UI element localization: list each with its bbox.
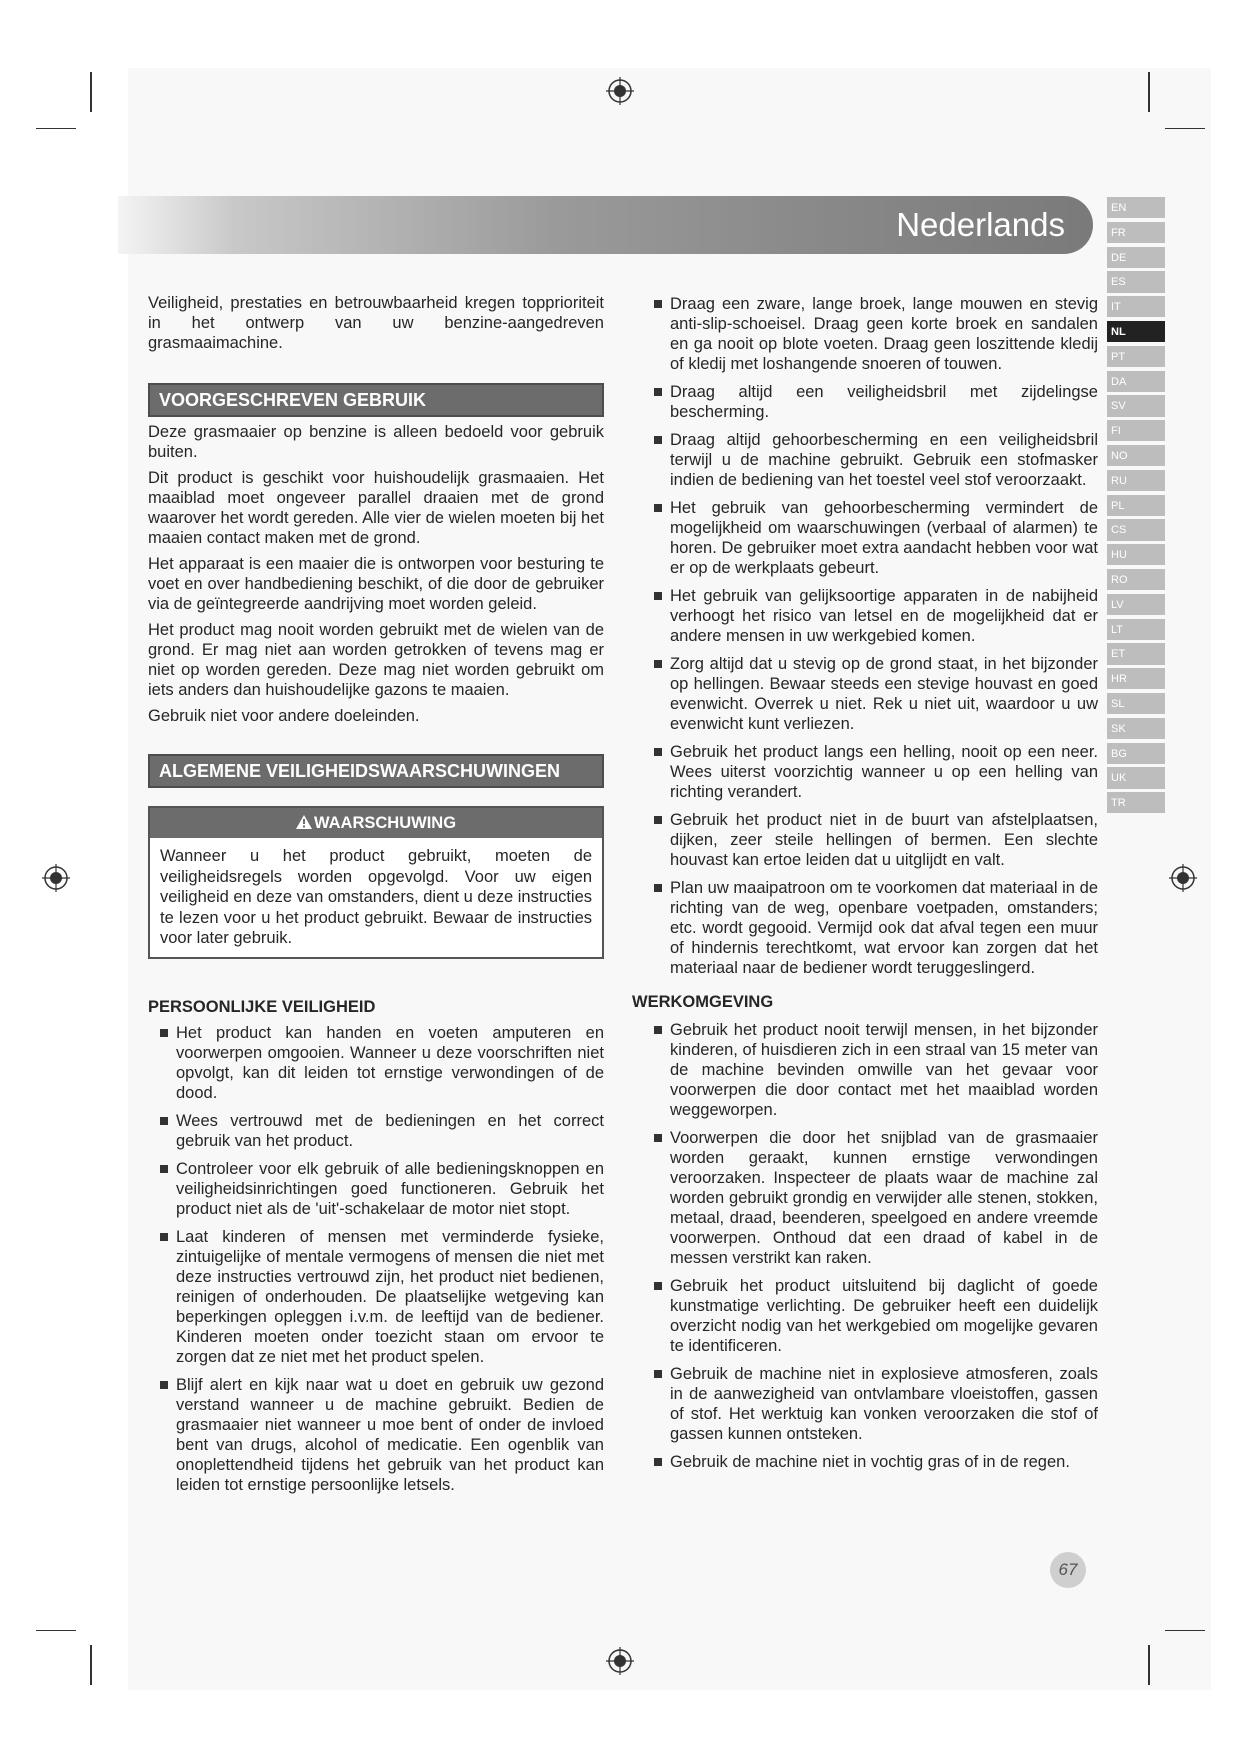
list-item: Het gebruik van gelijksoortige apparaten in de nabijheid verhoogt het risico van letsel en de mogelijkheid dat er andere mensen in uw werkgebied komen. xyxy=(642,586,1098,646)
language-tab-pl[interactable]: PL xyxy=(1107,495,1165,516)
crop-mark xyxy=(90,72,92,112)
list-item: Gebruik de machine niet in explosieve atmosferen, zoals in de aanwezigheid van ontvlambare vloeistoffen, gassen of stof. Het werktuig kan vonken veroorzaken die stof of gassen kunnen ontsteken. xyxy=(642,1364,1098,1444)
list-item: Draag altijd gehoorbescherming en een veiligheidsbril terwijl u de machine gebruikt. Gebruik een stofmasker indien de bediening van het toestel veel stof veroorzaakt. xyxy=(642,430,1098,490)
list-item: Voorwerpen die door het snijblad van de grasmaaier worden geraakt, kunnen ernstige verwondingen veroorzaken. Inspecteer de plaats waar de machine zal worden gebruikt grondig en verwijder alle stenen, stokken, metaal, draad, beenderen, speelgoed en andere vreemde voorwerpen. Onthoud dat een draad of kabel in de messen verstrikt kan raken. xyxy=(642,1128,1098,1268)
language-tab-no[interactable]: NO xyxy=(1107,445,1165,466)
language-tab-es[interactable]: ES xyxy=(1107,271,1165,292)
work-environment-list xyxy=(642,1020,1098,1472)
heading-work-environment: WERKOMGEVING xyxy=(632,993,774,1011)
language-tab-pt[interactable]: PT xyxy=(1107,346,1165,367)
language-tab-en[interactable]: EN xyxy=(1107,197,1165,218)
right-column xyxy=(632,294,1098,1480)
paragraph: Dit product is geschikt voor huishoudelijk grasmaaien. Het maaiblad moet ongeveer parallel draaien met de grond waarover het wordt gereden. Alle vier de wielen moeten bij het maaien contact maken met de grond. xyxy=(148,469,604,547)
language-tab-ro[interactable]: RO xyxy=(1107,569,1165,590)
language-tab-hu[interactable]: HU xyxy=(1107,544,1165,565)
language-tab-fi[interactable]: FI xyxy=(1107,420,1165,441)
crop-mark xyxy=(1148,1645,1150,1685)
language-tab-lv[interactable]: LV xyxy=(1107,594,1165,615)
heading-personal-safety: PERSOONLIJKE VEILIGHEID xyxy=(148,997,376,1016)
warning-triangle-icon xyxy=(296,815,312,829)
section-heading-intended-use: VOORGESCHREVEN GEBRUIK xyxy=(148,383,604,417)
warning-box xyxy=(148,806,604,959)
intro-text: Veiligheid, prestaties en betrouwbaarheid kregen topprioriteit in het ontwerp van uw benzine-aangedreven grasmaaimachine. xyxy=(148,294,604,352)
crop-mark xyxy=(1165,128,1205,129)
language-tab-cs[interactable]: CS xyxy=(1107,519,1165,540)
list-item: Draag een zware, lange broek, lange mouwen en stevig anti-slip-schoeisel. Draag geen korte broek en sandalen en ga nooit op blote voeten. Draag geen loszittende kledij of kledij met loshangende snoeren of touwen. xyxy=(642,294,1098,374)
clothing-safety-list xyxy=(642,294,1098,978)
list-item: Het product kan handen en voeten amputeren en voorwerpen omgooien. Wanneer u deze voorschriften niet opvolgt, kan dit leiden tot ernstige verwondingen of de dood. xyxy=(148,1023,604,1103)
language-tabs xyxy=(1107,197,1165,817)
list-item: Zorg altijd dat u stevig op de grond staat, in het bijzonder op hellingen. Bewaar steeds een stevige houvast en goed evenwicht. Overrek u niet. Rek u niet uit, waardoor u uw evenwicht kunt verliezen. xyxy=(642,654,1098,734)
paragraph: Het product mag nooit worden gebruikt met de wielen van de grond. Er mag niet aan worden getrokken of tevens mag er niet op worden gereden. Deze mag niet worden gebruikt om iets anders dan huishoudelijke gazons te maaien. xyxy=(148,621,604,699)
language-tab-bg[interactable]: BG xyxy=(1107,743,1165,764)
registration-mark-icon xyxy=(42,864,70,892)
language-tab-ru[interactable]: RU xyxy=(1107,470,1165,491)
list-item: Draag altijd een veiligheidsbril met zijdelingse bescherming. xyxy=(642,382,1098,422)
list-item: Wees vertrouwd met de bedieningen en het correct gebruik van het product. xyxy=(148,1111,604,1151)
language-tab-nl[interactable]: NL xyxy=(1107,321,1165,342)
warning-text: Wanneer u het product gebruikt, moeten de veiligheidsregels worden opgevolgd. Voor uw eigen veiligheid en deze van omstanders, dient u deze instructies te lezen voor u het product gebruikt. Bewaar de instructies voor later gebruik. xyxy=(160,847,593,947)
language-tab-de[interactable]: DE xyxy=(1107,247,1165,268)
registration-mark-icon xyxy=(606,77,634,105)
language-header xyxy=(118,196,1093,254)
list-item: Gebruik het product nooit terwijl mensen, in het bijzonder kinderen, of huisdieren zich in een straal van 15 meter van de machine bevinden omwille van het gevaar voor voorwerpen die door contact met het maaiblad worden weggeworpen. xyxy=(642,1020,1098,1120)
list-item: Plan uw maaipatroon om te voorkomen dat materiaal in de richting van de weg, openbare voetpaden, omstanders; etc. wordt gegooid. Vermijd ook dat afval tegen een muur of hindernis terechtkomt, wat ervoor kan zorgen dat het materiaal naar de bediener wordt teruggeslingerd. xyxy=(642,878,1098,978)
language-tab-sk[interactable]: SK xyxy=(1107,718,1165,739)
language-tab-et[interactable]: ET xyxy=(1107,643,1165,664)
crop-mark xyxy=(36,128,76,129)
list-item: Gebruik het product uitsluitend bij daglicht of goede kunstmatige verlichting. De gebruiker heeft een duidelijk overzicht nodig van het werkgebied om mogelijke gevaren te identificeren. xyxy=(642,1276,1098,1356)
list-item: Controleer voor elk gebruik of alle bedieningsknoppen en veiligheidsinrichtingen goed functioneren. Gebruik het product niet als de 'uit'-schakelaar de motor niet stopt. xyxy=(148,1159,604,1219)
crop-mark xyxy=(1148,72,1150,112)
section-heading-safety-warnings: ALGEMENE VEILIGHEIDSWAARSCHUWINGEN xyxy=(148,754,604,788)
language-tab-tr[interactable]: TR xyxy=(1107,792,1165,813)
registration-mark-icon xyxy=(606,1647,634,1675)
language-tab-lt[interactable]: LT xyxy=(1107,619,1165,640)
paragraph: Deze grasmaaier op benzine is alleen bedoeld voor gebruik buiten. xyxy=(148,423,604,461)
left-column xyxy=(148,293,604,1503)
list-item: Blijf alert en kijk naar wat u doet en gebruik uw gezond verstand wanneer u de machine gebruikt. Bedien de grasmaaier niet wanneer u moe bent of onder de invloed bent van drugs, alcohol of medicatie. Een ogenblik van onoplettendheid tijdens het gebruik van het product kan leiden tot ernstige persoonlijke letsels. xyxy=(148,1375,604,1495)
page-number: 67 xyxy=(1050,1552,1086,1588)
language-tab-uk[interactable]: UK xyxy=(1107,767,1165,788)
warning-title: WAARSCHUWING xyxy=(313,814,457,832)
list-item: Gebruik het product niet in de buurt van afstelplaatsen, dijken, zeer steile hellingen of bermen. Een slechte houvast kan ertoe leiden dat u uitglijdt en valt. xyxy=(642,810,1098,870)
language-tab-hr[interactable]: HR xyxy=(1107,668,1165,689)
registration-mark-icon xyxy=(1169,864,1197,892)
crop-mark xyxy=(36,1630,76,1631)
page-title: Nederlands xyxy=(896,206,1065,243)
list-item: Gebruik het product langs een helling, nooit op een neer. Wees uiterst voorzichtig wanneer u op een helling van richting verandert. xyxy=(642,742,1098,802)
crop-mark xyxy=(90,1645,92,1685)
language-tab-sv[interactable]: SV xyxy=(1107,395,1165,416)
intended-use-text xyxy=(148,422,604,726)
list-item: Het gebruik van gehoorbescherming vermindert de mogelijkheid om waarschuwingen (verbaal of alarmen) te horen. De gebruiker moet extra aandacht hebben voor wat er op de werkplaats gebeurt. xyxy=(642,498,1098,578)
language-tab-it[interactable]: IT xyxy=(1107,296,1165,317)
language-tab-fr[interactable]: FR xyxy=(1107,222,1165,243)
paragraph: Het apparaat is een maaier die is ontworpen voor besturing te voet en over handbediening beschikt, of die door de gebruiker via de geïntegreerde aandrijving moet worden geleid. xyxy=(148,555,604,613)
crop-mark xyxy=(1165,1630,1205,1631)
warning-header xyxy=(150,808,602,838)
language-tab-da[interactable]: DA xyxy=(1107,371,1165,392)
paragraph: Gebruik niet voor andere doeleinden. xyxy=(148,707,420,725)
list-item: Gebruik de machine niet in vochtig gras of in de regen. xyxy=(642,1452,1098,1472)
personal-safety-list xyxy=(148,1023,604,1495)
list-item: Laat kinderen of mensen met verminderde fysieke, zintuigelijke of mentale vermogens of mensen die niet met deze instructies vertrouwd zijn, het product niet bedienen, reinigen of onderhouden. De plaatselijke wetgeving kan beperkingen opleggen i.v.m. de leeftijd van de bediener. Kinderen moeten onder toezicht staan om ervoor te zorgen dat ze niet met het product spelen. xyxy=(148,1227,604,1367)
language-tab-sl[interactable]: SL xyxy=(1107,693,1165,714)
